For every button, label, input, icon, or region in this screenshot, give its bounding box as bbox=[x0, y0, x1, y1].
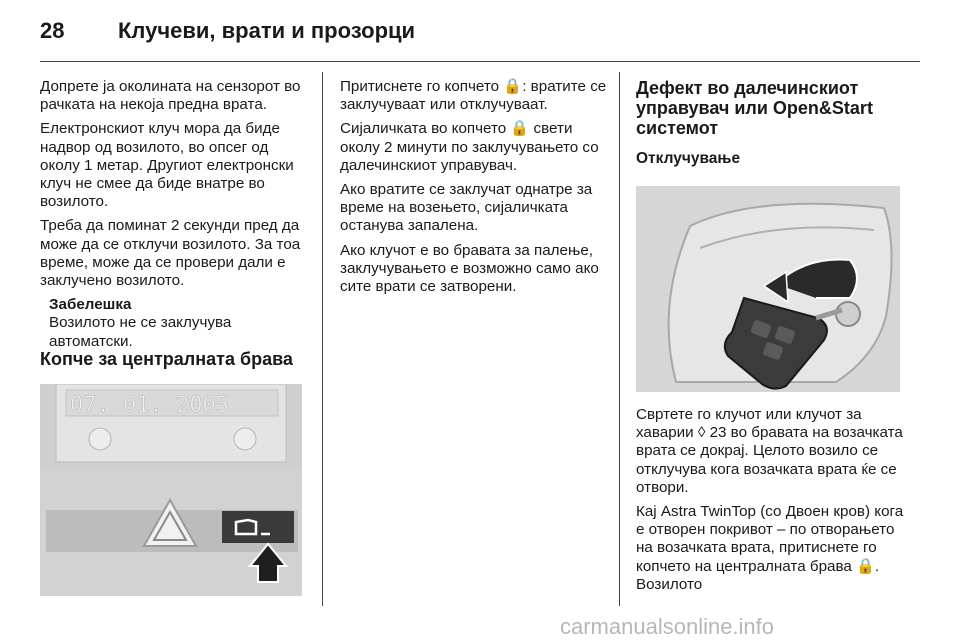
central-lock-figure bbox=[40, 384, 302, 596]
note-title: Забелешка bbox=[49, 296, 132, 314]
paragraph: Ако вратите се заклучат однатре за време на возењето, сијаличката останува запалена. bbox=[340, 181, 593, 235]
column-divider-2 bbox=[619, 72, 620, 606]
paragraph: Треба да поминат 2 секунди пред да може да се отклучи возилото. За тоа време, може да се провери дали е заклучено возилото. bbox=[40, 217, 301, 290]
paragraph: Ако клучот е во бравата за палење, заклучувањето е возможно само ако сите врати се затворени. bbox=[340, 241, 599, 296]
paragraph: Свртете го клучот или клучот за хаварии ◊ 23 во бравата на возачката врата се докрај. Целото возило се отклучува кога возачката врата ќе се отвори. bbox=[636, 406, 903, 496]
column-1 bbox=[40, 78, 312, 351]
paragraph: Електронскиот клуч мора да биде надвор од возилото, во опсег од околу 1 метар. Другиот електронски клуч не смее да биде внатре во возилото. bbox=[40, 120, 294, 211]
paragraph: Кај Astra TwinTop (со Двоен кров) кога е отворен покривот – по отворањето на возачката врата, притиснете го копчето на централната брава 🔒. Возилото bbox=[636, 503, 904, 593]
column-2 bbox=[340, 78, 610, 302]
paragraph: Сијаличката во копчето 🔒 свети околу 2 минути по заклучувањето со далечинскиот управувач. bbox=[340, 120, 599, 174]
dashboard-display-text: 07. 01. 2005 bbox=[70, 393, 229, 418]
paragraph: Допрете ја околината на сензорот во рачката на некоја предна врата. bbox=[40, 78, 301, 114]
page-header bbox=[40, 14, 920, 54]
column-3-text bbox=[636, 406, 908, 600]
note-box bbox=[49, 296, 312, 351]
note-text: Возилото не се заклучува автоматски. bbox=[49, 314, 232, 350]
page-number: 28 bbox=[40, 18, 65, 43]
header-rule bbox=[40, 61, 920, 62]
key-in-door-figure bbox=[636, 186, 900, 392]
lock-cylinder bbox=[836, 302, 860, 326]
column-divider-1 bbox=[322, 72, 323, 606]
chapter-title: Клучеви, врати и прозорци bbox=[118, 18, 416, 43]
subheading-unlocking: Отклучување bbox=[636, 150, 741, 167]
paragraph: Притиснете го копчето 🔒: вратите се заклучуваат или отклучуваат. bbox=[340, 78, 607, 114]
section-heading-remote-fault: Дефект во далечинскиот управувач или Open&Start системот bbox=[636, 78, 873, 138]
section-heading-central-lock: Копче за централната брава bbox=[40, 349, 293, 369]
central-lock-button bbox=[222, 511, 294, 543]
watermark: carmanualsonline.info bbox=[560, 614, 775, 639]
